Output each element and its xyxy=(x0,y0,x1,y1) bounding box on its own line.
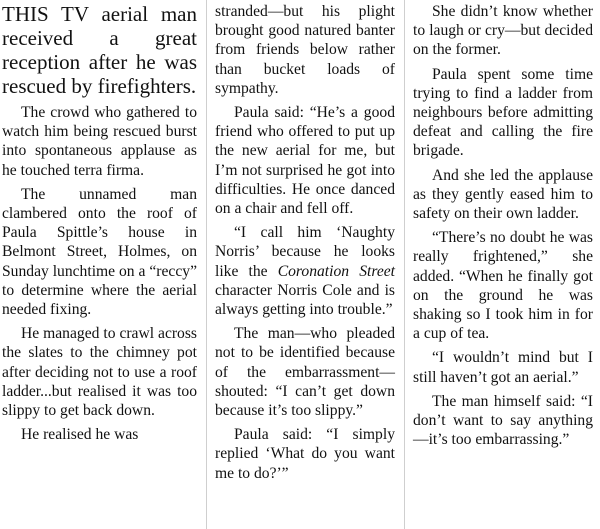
body-paragraph: “There’s no doubt he was really frightened,” she added. “When he finally got on the ground he was shaking so I took him in for a cup of tea. xyxy=(413,229,593,343)
lead-paragraph: THIS TV aerial man received a great reception after he was rescued by firefighters. xyxy=(2,2,197,98)
article-column-2 xyxy=(215,2,395,483)
body-paragraph: She didn’t know whether to laugh or cry—but decided on the former. xyxy=(413,3,593,59)
body-paragraph: And she led the applause as they gently eased him to safety on their own ladder. xyxy=(413,166,593,223)
body-paragraph: The unnamed man clambered onto the roof of Paula Spittle’s house in Belmont Street, Holmes, on Sunday lunchtime on a “reccy” to determine where the aerial needed fixing. xyxy=(2,185,197,319)
tv-show-title: Coronation Street xyxy=(277,262,396,280)
body-paragraph: He realised he was xyxy=(21,426,139,444)
column-divider xyxy=(206,0,207,529)
body-paragraph: Paula said: “I simply replied ‘What do you want me to do?’” xyxy=(215,426,395,482)
body-paragraph: “I wouldn’t mind but I still haven’t got an aerial.” xyxy=(413,349,593,386)
body-paragraph: The man—who pleaded not to be identified because of the embarrassment—shouted: “I can’t get down because it’s too slippy.” xyxy=(215,325,395,420)
body-paragraph: The man himself said: “I don’t want to say anything—it’s too embarrassing.” xyxy=(413,392,593,449)
article-column-3 xyxy=(413,2,593,449)
article-column-1 xyxy=(2,2,197,444)
body-paragraph: The crowd who gathered to watch him being rescued burst into spontaneous applause as he touched terra firma. xyxy=(2,104,197,179)
body-paragraph: Paula said: “He’s a good friend who offered to put up the new aerial for me, but I’m not surprised he got into difficulties. He once danced on a chair and fell off. xyxy=(215,104,395,218)
quote-text: character Norris Cole and is always getting into trouble.” xyxy=(215,281,395,319)
quote-text: “I call him ‘Naughty Norris’ because he looks like the xyxy=(215,224,395,280)
column-divider xyxy=(404,0,405,529)
body-paragraph: He managed to crawl across the slates to the chimney pot after deciding not to use a roof ladder...but realised it was too slippy to get back down. xyxy=(2,325,197,420)
body-paragraph: Paula spent some time trying to find a ladder from neighbours before admitting defeat and calling the fire brigade. xyxy=(413,65,593,160)
body-paragraph xyxy=(215,223,395,319)
body-paragraph: stranded—but his plight brought good natured banter from friends below rather than bucket loads of sympathy. xyxy=(215,3,395,97)
